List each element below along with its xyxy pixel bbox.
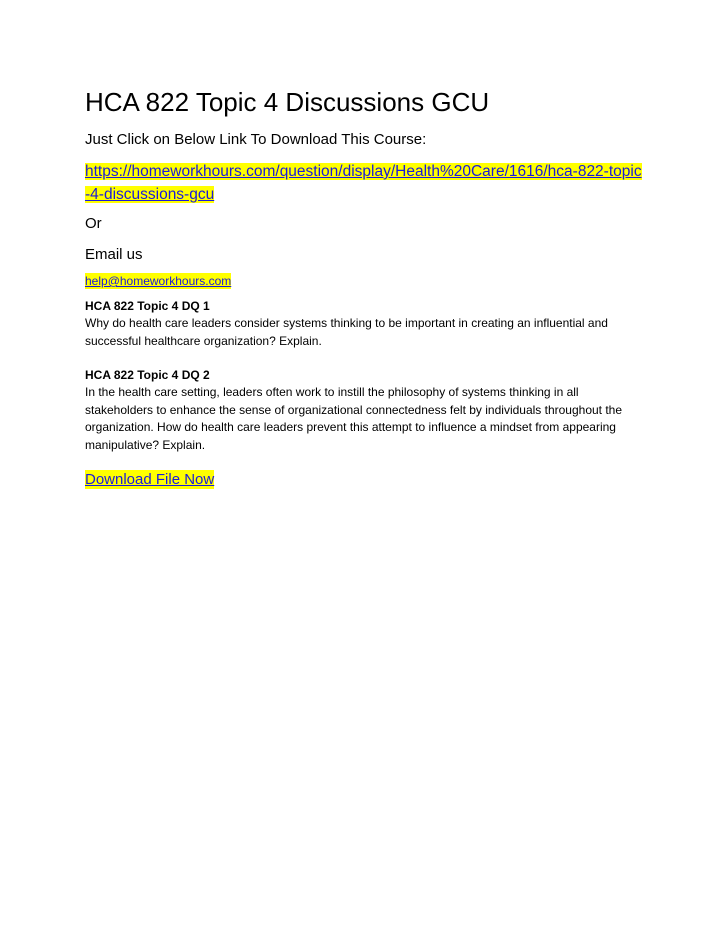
email-label: Email us: [85, 246, 143, 263]
course-download-link[interactable]: [85, 160, 645, 206]
dq1-body: Why do health care leaders consider systems thinking to be important in creating an influential and successful healthcare organization? Explain.: [85, 316, 608, 348]
dq1-heading: HCA 822 Topic 4 DQ 1: [85, 299, 210, 313]
document-content: [85, 86, 645, 489]
course-link-text: https://homeworkhours.com/question/display/Health%20Care/1616/hca-822-topic-4-discussions-gcu: [85, 163, 642, 203]
intro-text: Just Click on Below Link To Download This Course:: [85, 131, 427, 148]
dq2-body: In the health care setting, leaders often work to instill the philosophy of systems thinking in all stakeholders to enhance the sense of organizational connectedness felt by individuals throughout the organization. How do health care leaders prevent this attempt to influence a mindset from appearing manipulative? Explain.: [85, 385, 623, 452]
dq2-heading: HCA 822 Topic 4 DQ 2: [85, 368, 210, 382]
or-text: Or: [85, 215, 102, 232]
page-title: HCA 822 Topic 4 Discussions GCU: [85, 87, 490, 117]
email-link[interactable]: help@homeworkhours.com: [85, 274, 232, 288]
download-file-link[interactable]: Download File Now: [85, 471, 215, 488]
